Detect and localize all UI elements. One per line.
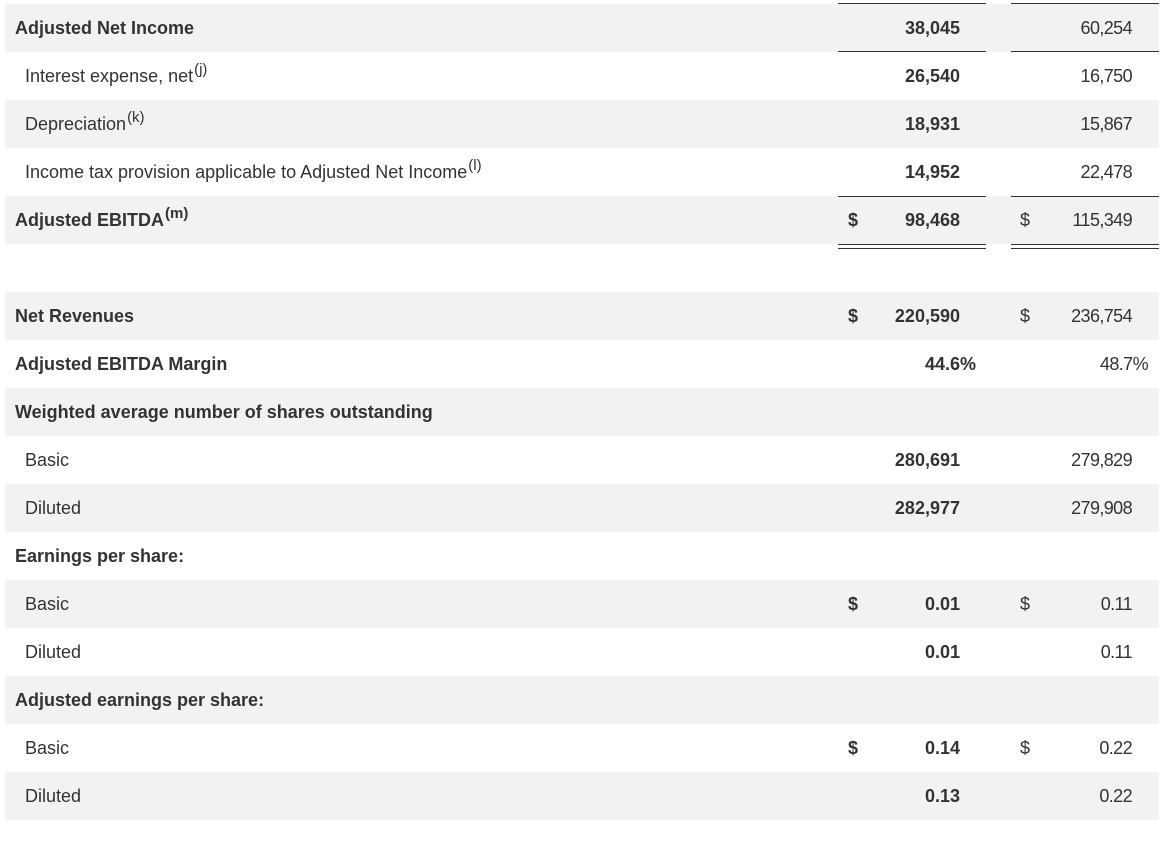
row-label-text: Earnings per share: [15, 546, 185, 566]
table-row [5, 676, 1159, 724]
value-col1: 26,540 [904, 66, 960, 86]
row-label [15, 532, 184, 580]
table-row [5, 52, 1159, 100]
currency-symbol-col1: $ [848, 594, 859, 614]
row-label [15, 292, 134, 340]
row-label-text: Income tax provision applicable to Adjusted Net Income [25, 162, 468, 182]
value-col2: 16,750 [1080, 66, 1132, 86]
value-col2: 22,478 [1080, 162, 1132, 182]
value-col1: 14,952 [904, 162, 960, 182]
table-row [5, 244, 1159, 292]
row-label [25, 436, 69, 484]
currency-symbol-col2: $ [1020, 594, 1031, 614]
currency-symbol-col1: $ [848, 738, 859, 758]
row-label [25, 148, 482, 196]
currency-symbol-col2: $ [1020, 738, 1031, 758]
currency-symbol-col1: $ [848, 210, 859, 230]
table-row [5, 100, 1159, 148]
value-col1: 220,590 [894, 306, 960, 326]
column-rule [1011, 51, 1159, 52]
footnote-marker: (l) [468, 157, 482, 174]
value-col1: 282,977 [894, 498, 960, 518]
value-col1: 0.13 [924, 786, 960, 806]
value-col2: 0.22 [1099, 738, 1132, 758]
double-underline [1011, 244, 1159, 245]
table-row [5, 724, 1159, 772]
table-row [5, 772, 1159, 820]
value-col1: 0.14 [924, 738, 960, 758]
value-col1: 44.6% [924, 354, 976, 374]
row-label-text: Interest expense, net [25, 66, 194, 86]
footnote-marker: (k) [127, 109, 145, 126]
value-col1: 0.01 [924, 594, 960, 614]
row-label [15, 388, 433, 436]
table-row [5, 196, 1159, 244]
row-label [15, 4, 194, 52]
row-label-text: Diluted [25, 498, 82, 518]
table-row [5, 532, 1159, 580]
currency-symbol-col2: $ [1020, 210, 1031, 230]
value-col1: 280,691 [894, 450, 960, 470]
row-label [25, 772, 81, 820]
currency-symbol-col1: $ [848, 306, 859, 326]
row-label [15, 340, 227, 388]
column-rule [1011, 3, 1159, 4]
value-col2: 0.11 [1100, 594, 1132, 614]
row-label [25, 100, 145, 148]
table-row [5, 436, 1159, 484]
double-underline [838, 248, 986, 249]
value-col1: 18,931 [904, 114, 960, 134]
table-row [5, 628, 1159, 676]
row-label-text: Net Revenues [15, 306, 135, 326]
row-label-text: Diluted [25, 786, 82, 806]
row-label [25, 628, 81, 676]
double-underline [838, 244, 986, 245]
value-col2: 279,908 [1071, 498, 1132, 518]
value-col1: 0.01 [924, 642, 960, 662]
column-rule [1011, 196, 1159, 197]
row-label [25, 724, 69, 772]
value-col2: 15,867 [1080, 114, 1132, 134]
currency-symbol-col2: $ [1020, 306, 1031, 326]
table-row [5, 580, 1159, 628]
row-label [25, 52, 207, 100]
table-row [5, 820, 1159, 868]
value-col2: 236,754 [1071, 306, 1132, 326]
column-rule [838, 196, 986, 197]
column-rule [838, 51, 986, 52]
double-underline [1011, 248, 1159, 249]
table-row [5, 484, 1159, 532]
table-row [5, 340, 1159, 388]
value-col1: 98,468 [904, 210, 960, 230]
row-label-text: Basic [25, 594, 70, 614]
row-label-text: Adjusted earnings per share: [15, 690, 265, 710]
value-col2: 0.22 [1099, 786, 1132, 806]
row-label-text: Adjusted EBITDA [15, 210, 165, 230]
value-col2: 48.7% [1099, 354, 1148, 374]
row-label-text: Basic [25, 450, 70, 470]
value-col1: 38,045 [904, 18, 960, 38]
value-col2: 115,349 [1072, 210, 1132, 230]
value-col2: 279,829 [1071, 450, 1132, 470]
row-label-text: Diluted [25, 642, 82, 662]
footnote-marker: (j) [194, 61, 208, 78]
row-label [25, 484, 81, 532]
row-label-text: Weighted average number of shares outstanding [15, 402, 433, 422]
row-label-text: Basic [25, 738, 70, 758]
row-label-text: Depreciation [25, 114, 127, 134]
value-col2: 60,254 [1080, 18, 1132, 38]
column-rule [838, 3, 986, 4]
row-label [15, 196, 188, 244]
row-label [25, 580, 69, 628]
row-label-text: Adjusted EBITDA Margin [15, 354, 228, 374]
value-col2: 0.11 [1100, 642, 1132, 662]
row-label-text: Adjusted Net Income [15, 18, 195, 38]
table-row [5, 148, 1159, 196]
table-row [5, 4, 1159, 52]
row-label [15, 676, 264, 724]
table-row [5, 292, 1159, 340]
table-row [5, 388, 1159, 436]
footnote-marker: (m) [165, 205, 189, 222]
